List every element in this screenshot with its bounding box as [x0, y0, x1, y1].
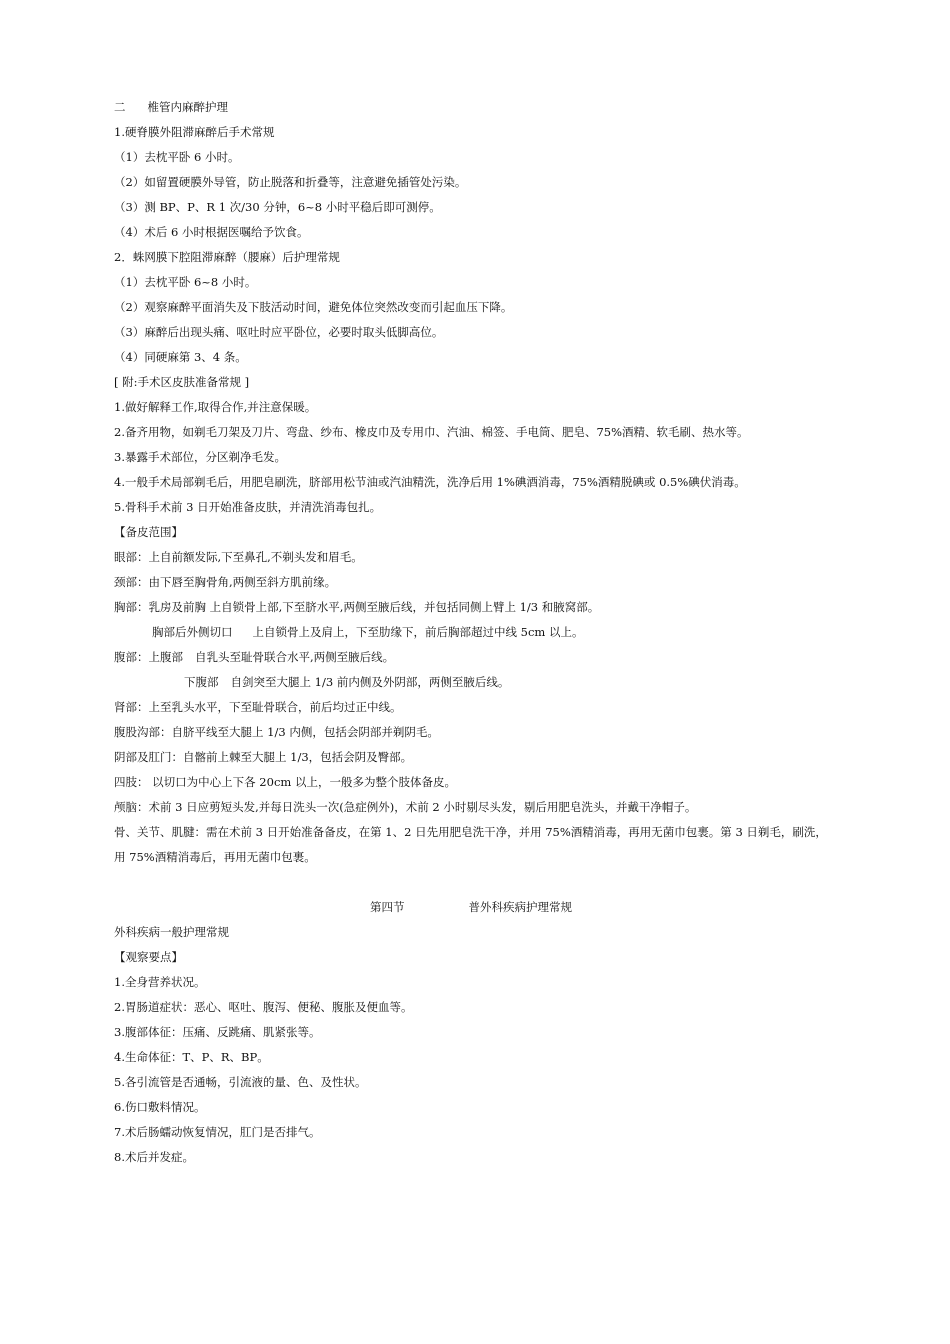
subsection-title: 2．蛛网膜下腔阻滞麻醉（腰麻）后护理常规	[114, 250, 340, 264]
list-item: （1）去枕平卧 6~8 小时。	[114, 275, 257, 289]
range-label: 胸部后外侧切口	[152, 625, 233, 639]
list-item: （2）如留置硬膜外导管，防止脱落和折叠等，注意避免插管处污染。	[114, 175, 467, 189]
chapter-title: 普外科疾病护理常规	[468, 900, 572, 914]
list-item: 1.全身营养状况。	[114, 975, 206, 989]
list-item: （4）术后 6 小时根据医嘱给予饮食。	[114, 225, 309, 239]
range-abdomen-lower	[184, 675, 509, 689]
range-eye: 眼部：上自前额发际,下至鼻孔,不剃头发和眉毛。	[114, 550, 363, 564]
list-item: 3.腹部体征：压痛、反跳痛、肌紧张等。	[114, 1025, 321, 1039]
range-text: 自剑突至大腿上 1/3 前内侧及外阴部，两侧至腋后线。	[230, 675, 510, 689]
range-text: 上自锁骨上及肩上，下至肋缘下，前后胸部超过中线 5cm 以上。	[252, 625, 584, 639]
appendix-title: [ 附:手术区皮肤准备常规 ]	[114, 375, 250, 389]
list-item: 1.做好解释工作,取得合作,并注意保暖。	[114, 400, 317, 414]
list-item: 7.术后肠蠕动恢复情况，肛门是否排气。	[114, 1125, 321, 1139]
range-bone-line2: 用 75%酒精消毒后，再用无菌巾包裹。	[114, 850, 316, 864]
range-neck: 颈部：由下唇至胸骨角,两侧至斜方肌前缘。	[114, 575, 337, 589]
observe-title: 【观察要点】	[114, 950, 183, 964]
list-item: （2）观察麻醉平面消失及下肢活动时间，避免体位突然改变而引起血压下降。	[114, 300, 513, 314]
list-item: 2.胃肠道症状：恶心、呕吐、腹泻、便秘、腹胀及便血等。	[114, 1000, 413, 1014]
list-item: （3）麻醉后出现头痛、呕吐时应平卧位，必要时取头低脚高位。	[114, 325, 444, 339]
list-item: 3.暴露手术部位，分区剃净毛发。	[114, 450, 286, 464]
chapter-number: 第四节	[370, 900, 405, 914]
range-limbs: 四肢： 以切口为中心上下各 20cm 以上，一般多为整个肢体备皮。	[114, 775, 456, 789]
range-title: 【备皮范围】	[114, 525, 183, 539]
range-text: 自乳头至耻骨联合水平,两侧至腋后线。	[195, 650, 395, 664]
range-label: 腹部：上腹部	[114, 650, 183, 664]
list-item: 2.备齐用物，如剃毛刀架及刀片、弯盘、纱布、橡皮巾及专用巾、汽油、棉签、手电筒、肥皂、75%酒精、软毛刷、热水等。	[114, 425, 749, 439]
list-item: 4.一般手术局部剃毛后，用肥皂刷洗，脐部用松节油或汽油精洗，洗净后用 1%碘酒消毒，75%酒精脱碘或 0.5%碘伏消毒。	[114, 475, 746, 489]
subsection-title: 1.硬脊膜外阻滞麻醉后手术常规	[114, 125, 275, 139]
section-heading	[114, 100, 228, 114]
range-perineum: 阴部及肛门：自髂前上棘至大腿上 1/3，包括会阴及臀部。	[114, 750, 413, 764]
range-abdomen-upper	[114, 650, 394, 664]
list-item: 5.各引流管是否通畅，引流液的量、色、及性状。	[114, 1075, 367, 1089]
list-item: （4）同硬麻第 3、4 条。	[114, 350, 247, 364]
list-item: 4.生命体征：T、P、R、BP。	[114, 1050, 269, 1064]
range-skull: 颅脑：术前 3 日应剪短头发,并每日洗头一次(急症例外)，术前 2 小时剔尽头发，剔后用肥皂洗头，并戴干净帽子。	[114, 800, 697, 814]
list-item: 8.术后并发症。	[114, 1150, 194, 1164]
chapter-heading	[370, 900, 572, 914]
range-kidney: 肾部：上至乳头水平，下至耻骨联合，前后均过正中线。	[114, 700, 402, 714]
list-item: 6.伤口敷料情况。	[114, 1100, 206, 1114]
section-title: 椎管内麻醉护理	[147, 100, 228, 114]
list-item: （3）测 BP、P、R 1 次/30 分钟，6~8 小时平稳后即可测停。	[114, 200, 441, 214]
chapter-subtitle: 外科疾病一般护理常规	[114, 925, 229, 939]
range-bone-line1: 骨、关节、肌腱：需在术前 3 日开始准备备皮，在第 1、2 日先用肥皂洗干净，并用 75%酒精消毒，再用无菌巾包裹。第 3 日剃毛，刷洗，	[114, 825, 827, 839]
section-number: 二	[114, 100, 126, 114]
range-label: 下腹部	[184, 675, 219, 689]
range-chest-posterior	[152, 625, 583, 639]
list-item: （1）去枕平卧 6 小时。	[114, 150, 240, 164]
range-groin: 腹股沟部：自脐平线至大腿上 1/3 内侧，包括会阴部并剃阴毛。	[114, 725, 439, 739]
range-chest: 胸部：乳房及前胸 上自锁骨上部,下至脐水平,两侧至腋后线，并包括同侧上臂上 1/3 和腋窝部。	[114, 600, 600, 614]
list-item: 5.骨科手术前 3 日开始准备皮肤，并清洗消毒包扎。	[114, 500, 382, 514]
